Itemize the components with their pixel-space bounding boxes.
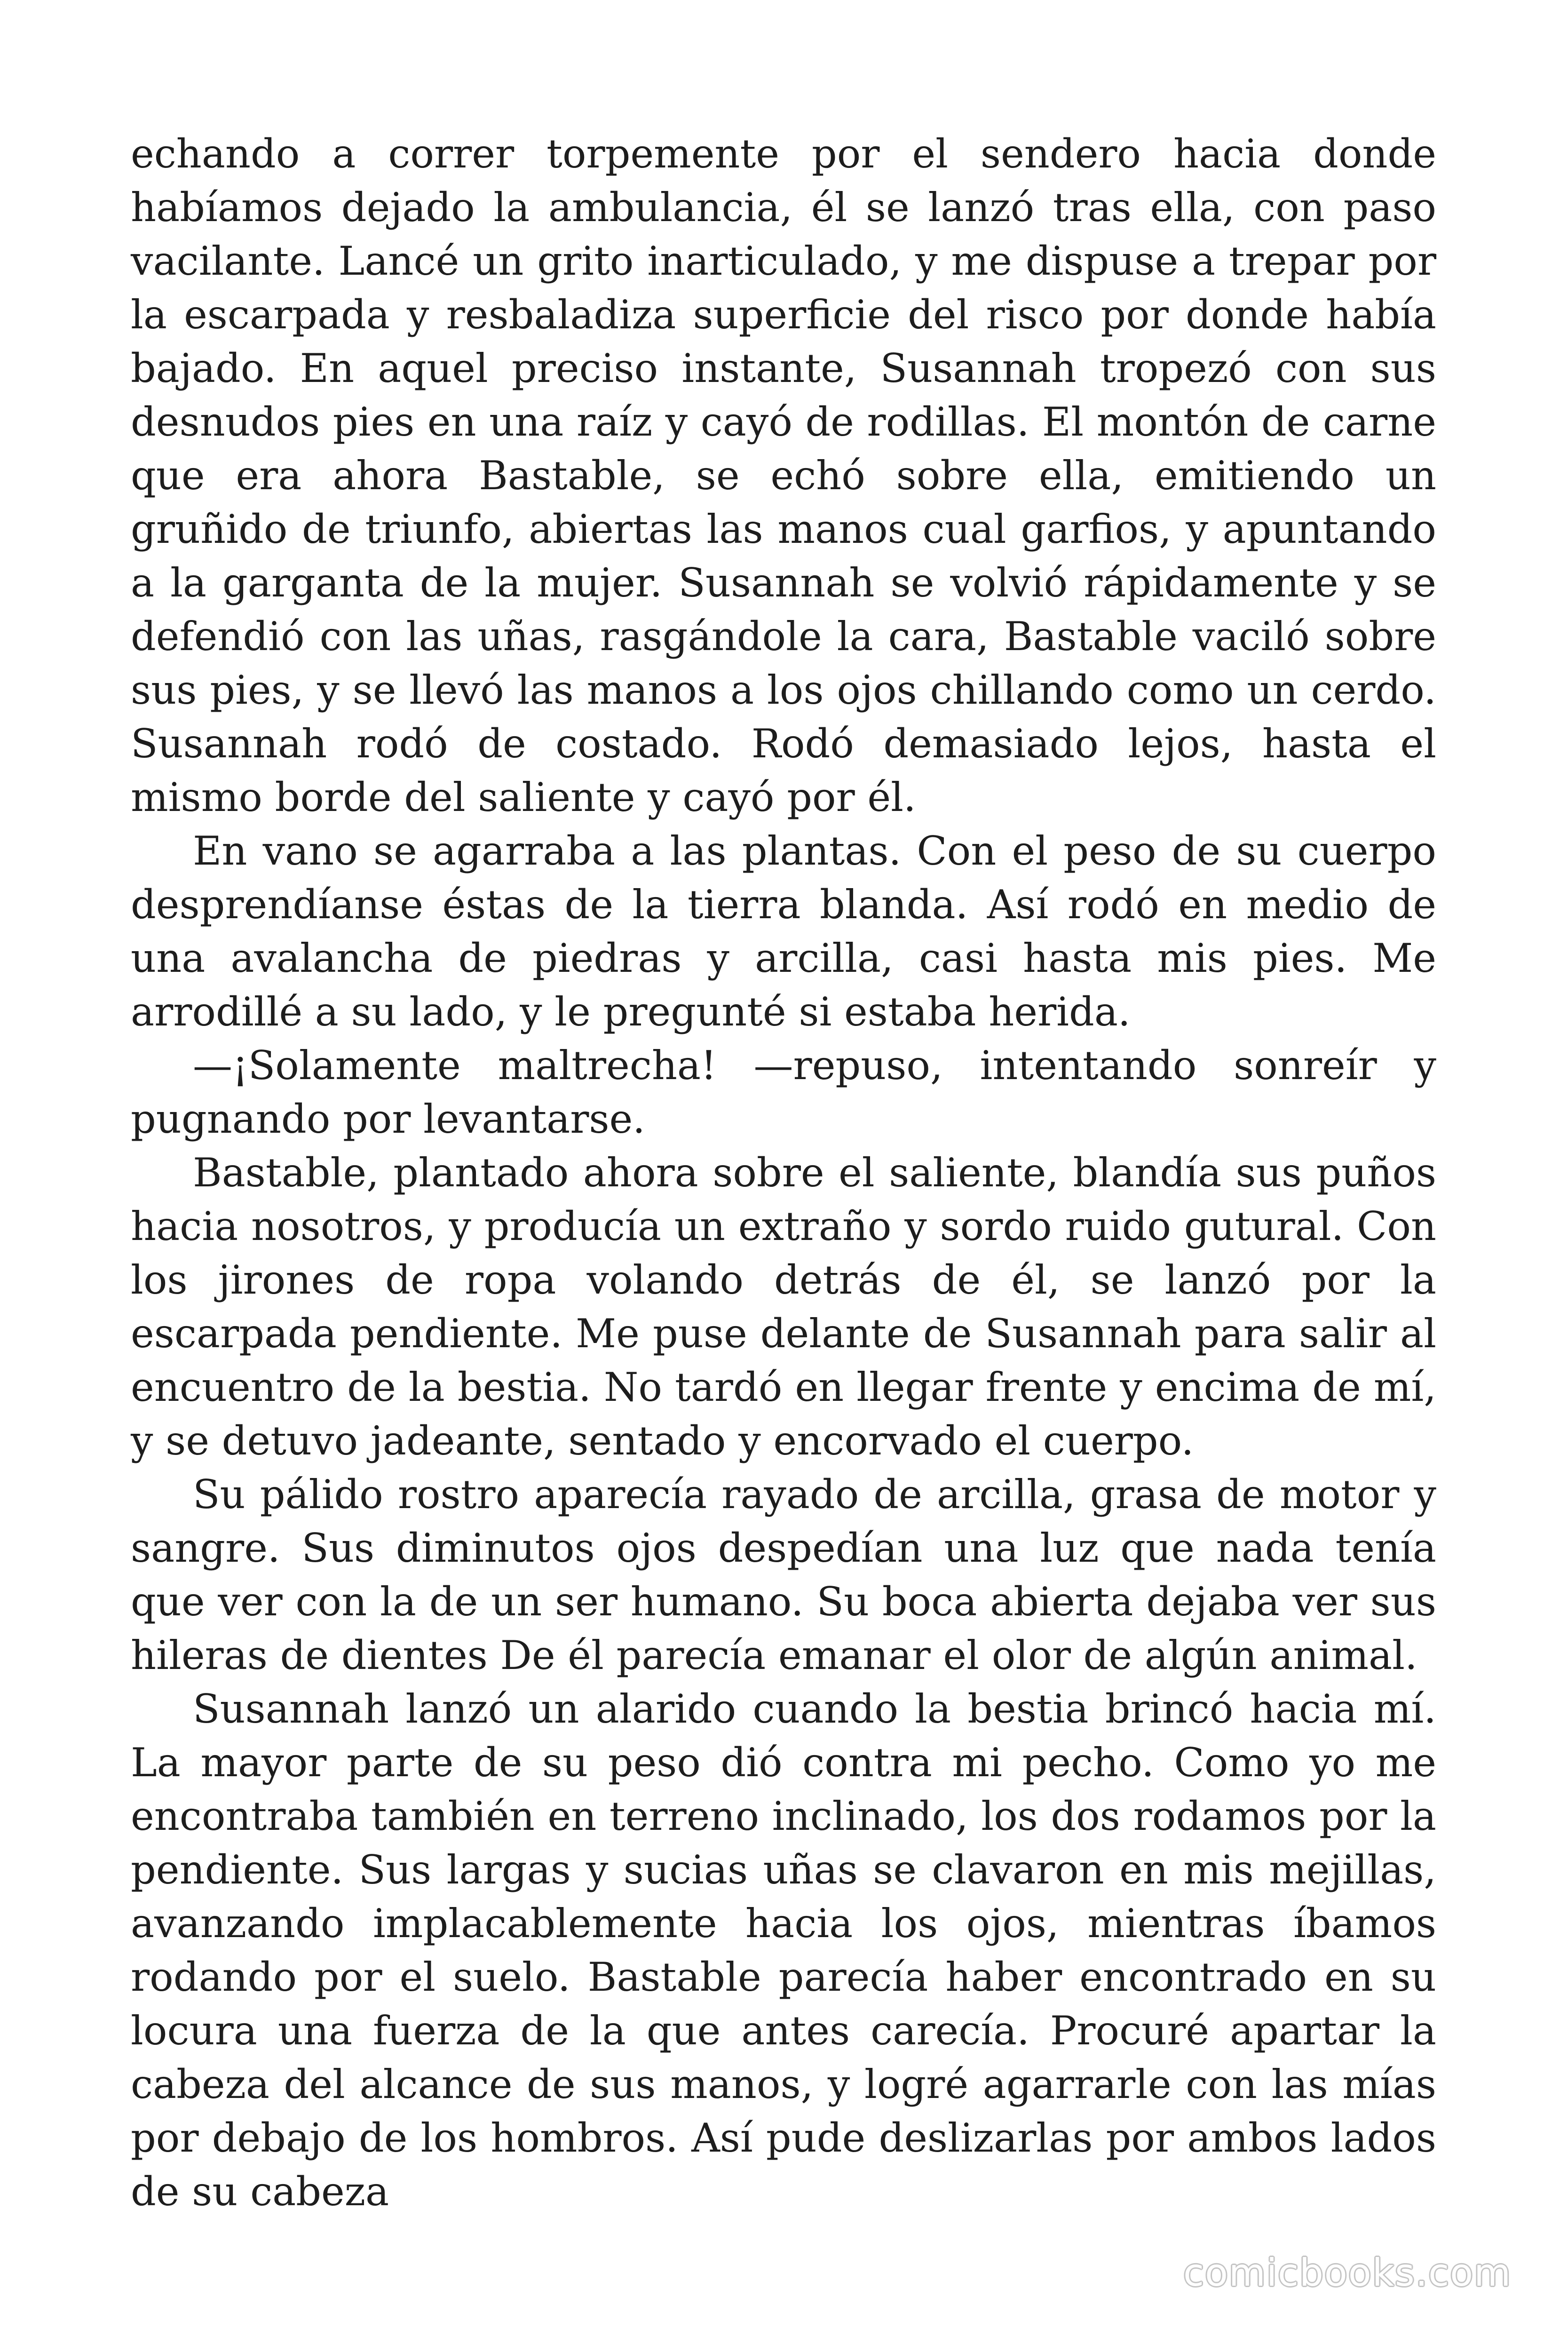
paragraph-6: Susannah lanzó un alarido cuando la bestia brincó hacia mí. La mayor parte de su peso dió contra mi pecho. Como yo me encontraba también en terreno inclinado, los dos rodamos por la pendiente. Sus largas y sucias uñas se clavaron en mis mejillas, avanzando implacablemente hacia los ojos, mientras íbamos rodando por el suelo. Bastable parecía haber encontrado en su locura una fuerza de la que antes carecía. Procuré apartar la cabeza del alcance de sus manos, y logré agarrarle con las mías por debajo de los hombros. Así pude deslizarlas por ambos lados de su cabeza: [131, 1686, 1436, 2215]
paragraph-3: —¡Solamente maltrecha! —repuso, intentando sonreír y pugnando por levantarse.: [131, 1042, 1436, 1142]
paragraph-2: En vano se agarraba a las plantas. Con el peso de su cuerpo desprendíanse éstas de la tierra blanda. Así rodó en medio de una avalancha de piedras y arcilla, casi hasta mis pies. Me arrodillé a su lado, y le pregunté si estaba herida.: [131, 828, 1436, 1035]
paragraph-1: echando a correr torpemente por el sendero hacia donde habíamos dejado la ambulancia, él se lanzó tras ella, con paso vacilante. Lancé un grito inarticulado, y me dispuse a trepar por la escarpada y resbaladiza superficie del risco por donde había bajado. En aquel preciso instante, Susannah tropezó con sus desnudos pies en una raíz y cayó de rodillas. El montón de carne que era ahora Bastable, se echó sobre ella, emitiendo un gruñido de triunfo, abiertas las manos cual garfios, y apuntando a la garganta de la mujer. Susannah se volvió rápidamente y se defendió con las uñas, rasgándole la cara, Bastable vaciló sobre sus pies, y se llevó las manos a los ojos chillando como un cerdo. Susannah rodó de costado. Rodó demasiado lejos, hasta el mismo borde del saliente y cayó por él.: [131, 131, 1436, 820]
watermark-text: comicbooks.com: [1183, 2251, 1512, 2295]
document-page: [131, 127, 1436, 2215]
paragraph-4: Bastable, plantado ahora sobre el saliente, blandía sus puños hacia nosotros, y producía un extraño y sordo ruido gutural. Con los jirones de ropa volando detrás de él, se lanzó por la escarpada pendiente. Me puse delante de Susannah para salir al encuentro de la bestia. No tardó en llegar frente y encima de mí, y se detuvo jadeante, sentado y encorvado el cuerpo.: [131, 1150, 1436, 1464]
paragraph-5: Su pálido rostro aparecía rayado de arcilla, grasa de motor y sangre. Sus diminutos ojos despedían una luz que nada tenía que ver con la de un ser humano. Su boca abierta dejaba ver sus hileras de dientes De él parecía emanar el olor de algún animal.: [131, 1471, 1436, 1678]
